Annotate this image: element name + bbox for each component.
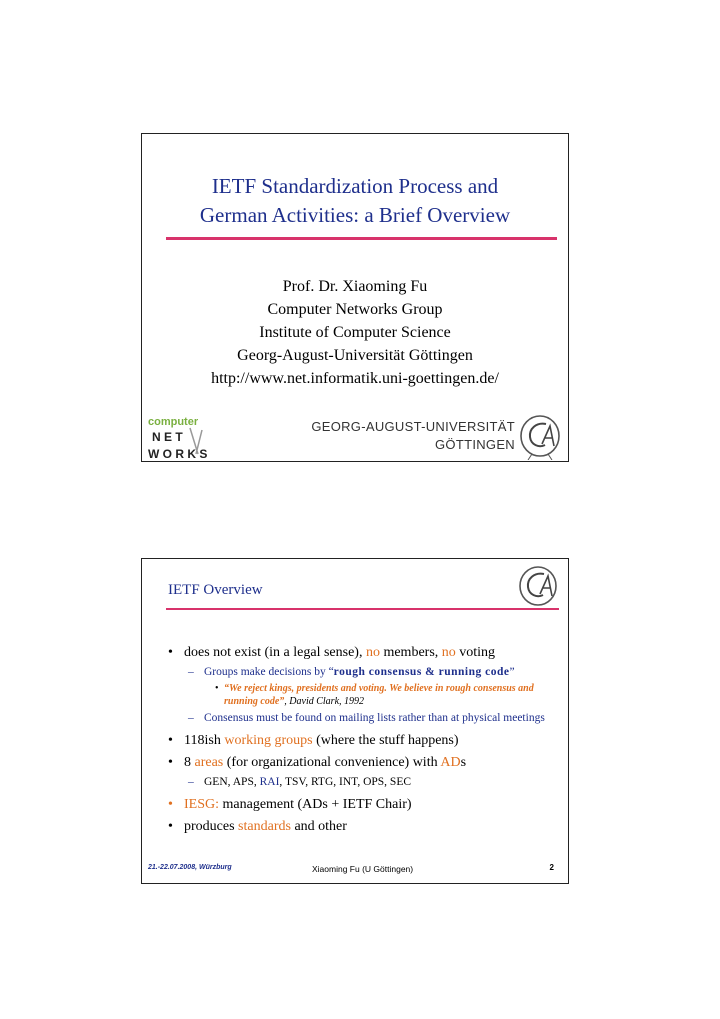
title-line-2: German Activities: a Brief Overview [199,203,511,227]
bullet-standards: • produces standards and other [168,817,563,836]
bullet-areas: • 8 areas (for organizational convenience) with ADs [168,753,563,772]
logo-text-row1: N E T [152,430,183,444]
footer-date: 21.-22.07.2008, Würzburg [148,864,232,871]
logo-text-row2: W O R K S [148,447,208,461]
sub-bullet-decisions: – Groups make decisions by “rough consensus & running code” [168,665,563,679]
bullet-list [168,643,563,836]
university-seal-icon [518,414,562,460]
sub-bullet-consensus: – Consensus must be found on mailing lists rather than at physical meetings [168,711,563,725]
slide-title [142,172,568,230]
slide-title: IETF Overview [168,582,263,598]
sub-bullet-area-list: – GEN, APS, RAI, TSV, RTG, INT, OPS, SEC [168,775,563,789]
overview-slide [141,558,569,884]
author-name: Prof. Dr. Xiaoming Fu [282,278,428,295]
bullet-legal: • does not exist (in a legal sense), no members, no voting [168,643,563,662]
uni-logo-line-1: GEORG-AUGUST-UNIVERSITÄT [311,419,515,434]
quote-bullet: • “We reject kings, presidents and voting. We believe in rough consensus and running code”, David Clark, 1992 [168,682,563,708]
university-logo-text [311,418,515,454]
footer-author: Xiaoming Fu (U Göttingen) [312,864,414,874]
bullet-working-groups: • 118ish working groups (where the stuff happens) [168,731,563,750]
author-group: Computer Networks Group [267,301,443,318]
title-slide [141,133,569,462]
author-institute: Institute of Computer Science [259,324,451,341]
author-block [142,275,568,390]
title-divider [166,237,557,240]
title-divider [166,608,559,610]
author-url: http://www.net.informatik.uni-goettingen.de/ [211,370,499,387]
author-university: Georg-August-Universität Göttingen [237,347,473,364]
logo-text-top: computer [148,416,199,428]
university-seal-icon [516,565,560,609]
title-line-1: IETF Standardization Process and [211,174,499,198]
computer-networks-logo [146,414,210,462]
uni-logo-line-2: GÖTTINGEN [435,437,515,452]
bullet-iesg: • IESG: management (ADs + IETF Chair) [168,795,563,814]
page-number: 2 [549,863,554,872]
